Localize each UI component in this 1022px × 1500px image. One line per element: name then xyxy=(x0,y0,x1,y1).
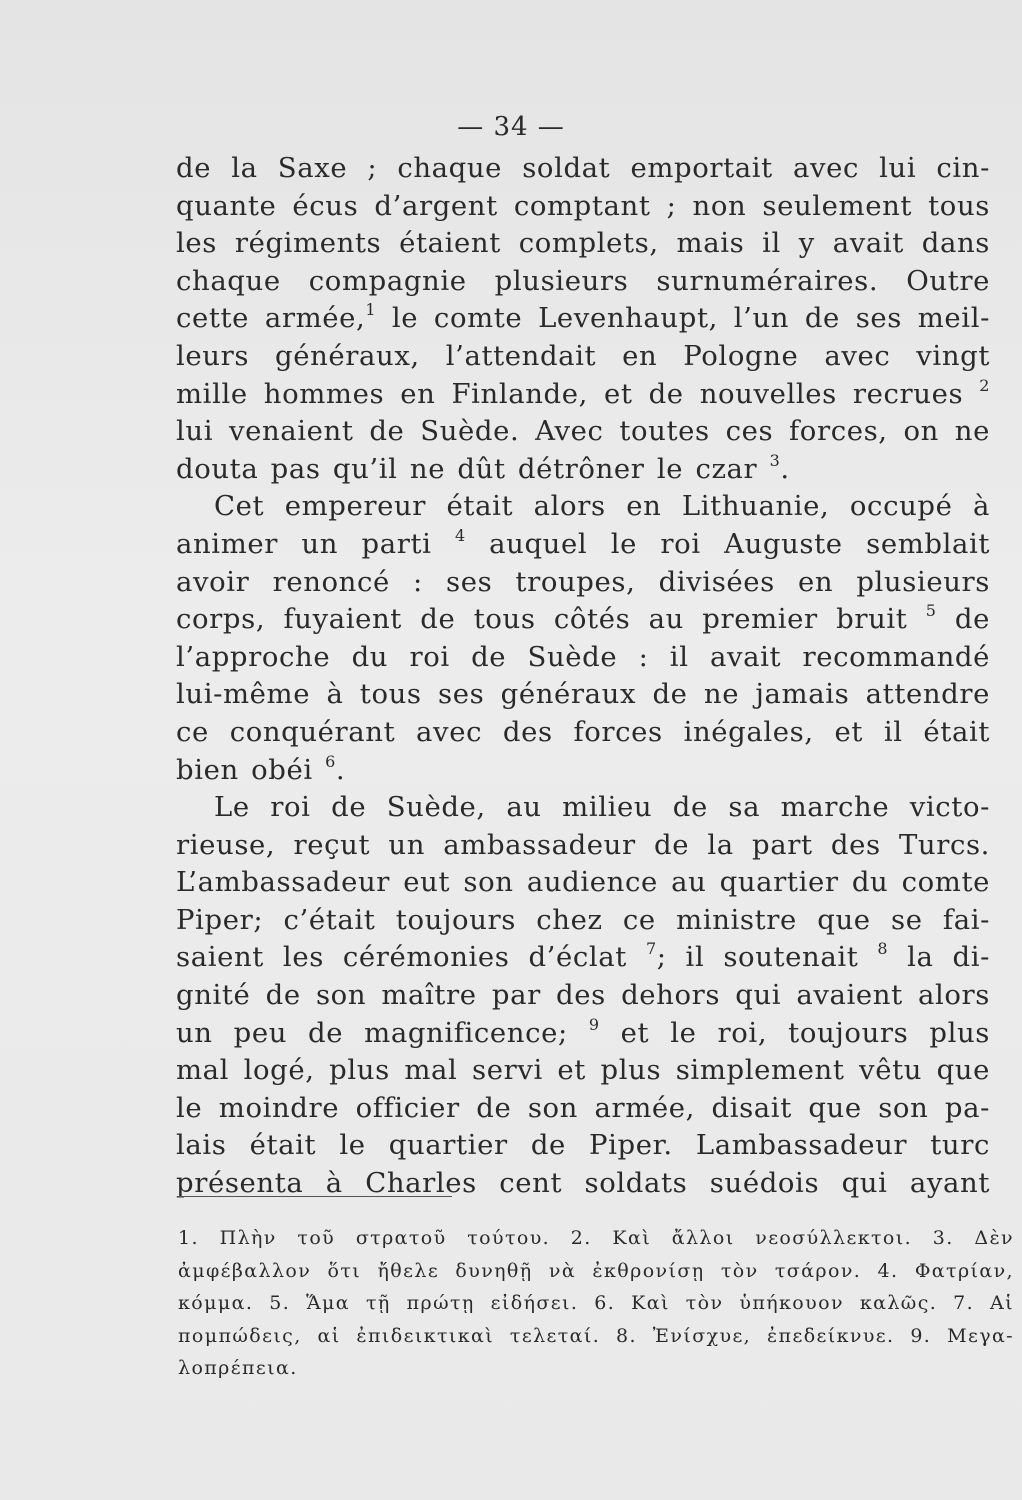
text-line: l’approche du roi de Suède : il avait recommandé xyxy=(176,640,990,673)
text-line: un peu de magnificence; $^9$ et le roi, toujours plus xyxy=(176,1014,990,1049)
page-number: — 34 — xyxy=(457,112,565,142)
text-line: chaque compagnie plusieurs surnuméraires. Outre xyxy=(176,264,990,297)
text-line: douta pas qu’il ne dût détrôner le czar $^3$. xyxy=(176,450,790,485)
text-line: mal logé, plus mal servi et plus simplement vêtu que xyxy=(176,1054,990,1087)
text-line: Cet empereur était alors en Lithuanie, occupé à xyxy=(214,490,990,523)
text-line: animer un parti $^4$ auquel le roi Auguste semblait xyxy=(176,525,991,560)
footnote-mark[interactable]: 1 xyxy=(365,300,377,320)
text-line: saient les cérémonies d’éclat $^7$; il soutenait $^8$ la di- xyxy=(176,939,990,974)
text-line: ce conquérant avec des forces inégales, et il était xyxy=(176,715,990,748)
text-line: lui venaient de Suède. Avec toutes ces forces, on ne xyxy=(176,415,990,448)
footnote-mark[interactable]: 2 xyxy=(979,375,991,395)
text-line: Piper; c’était toujours chez ce ministre que se fai- xyxy=(176,903,990,936)
footnote-mark[interactable]: 4 xyxy=(454,525,466,545)
footnote-mark[interactable]: 7 xyxy=(645,939,657,959)
text-line: quante écus d’argent comptant ; non seulement tous xyxy=(176,189,990,222)
footnote-line: κόμμα. 5. Ἅμα τῇ πρώτῃ εἰδήσει. 6. Καὶ τὸν ὑπήκουον καλῶς. 7. Αἱ xyxy=(178,1292,1014,1314)
text-line: de la Saxe ; chaque soldat emportait avec lui cin- xyxy=(176,152,990,184)
main-text xyxy=(176,150,990,1203)
footnote-mark[interactable]: 9 xyxy=(588,1014,600,1034)
footnote-line: πομπώδεις, αἱ ἐπιδεικτικαὶ τελεταί. 8. Ἐνίσχυε, ἐπεδείκνυε. 9. Μεγα- xyxy=(178,1324,1014,1347)
footnote-mark[interactable]: 5 xyxy=(925,601,937,621)
footnote-mark[interactable]: 3 xyxy=(769,450,781,470)
text-line: rieuse, reçut un ambassadeur de la part des Turcs. xyxy=(176,828,990,861)
footnote-mark[interactable]: 8 xyxy=(877,939,889,959)
footnote-line: λοπρέπεια. xyxy=(178,1357,298,1379)
text-line: présenta à Charles cent soldats suédois qui ayant xyxy=(176,1167,990,1200)
footnote-line: ἀμφέβαλλον ὅτι ἤθελε δυνηθῇ νὰ ἐκθρονίσῃ τὸν τσάρον. 4. Φατρίαν, xyxy=(178,1259,1014,1282)
text-line: leurs généraux, l’attendait en Pologne avec vingt xyxy=(176,339,990,372)
text-line: le moindre officier de son armée, disait que son pa- xyxy=(176,1091,990,1124)
text-line: bien obéi $^6$. xyxy=(176,751,346,786)
text-line: L’ambassadeur eut son audience au quartier du comte xyxy=(176,866,990,899)
text-line: lui-même à tous ses généraux de ne jamais attendre xyxy=(176,678,990,711)
text-line: corps, fuyaient de tous côtés au premier bruit $^5$ de xyxy=(176,601,990,636)
footnotes xyxy=(178,1222,1014,1385)
text-line: mille hommes en Finlande, et de nouvelles recrues $^2$ xyxy=(176,375,991,410)
footnote-mark[interactable]: 6 xyxy=(325,751,336,771)
text-line: les régiments étaient complets, mais il y avait dans xyxy=(176,227,990,260)
text-line: avoir renoncé : ses troupes, divisées en plusieurs xyxy=(176,565,990,598)
footnote-line: 1. Πλὴν τοῦ στρατοῦ τούτου. 2. Καὶ ἄλλοι νεοσύλλεκτοι. 3. Δὲν xyxy=(178,1227,1014,1249)
text-line: lais était le quartier de Piper. Lambassadeur turc xyxy=(176,1129,990,1162)
footnote-divider xyxy=(178,1196,452,1197)
text-line: gnité de son maître par des dehors qui avaient alors xyxy=(176,979,990,1012)
text-line: Le roi de Suède, au milieu de sa marche victo- xyxy=(214,791,990,824)
text-line: cette armée,$^1$ le comte Levenhaupt, l’un de ses meil- xyxy=(176,300,990,335)
